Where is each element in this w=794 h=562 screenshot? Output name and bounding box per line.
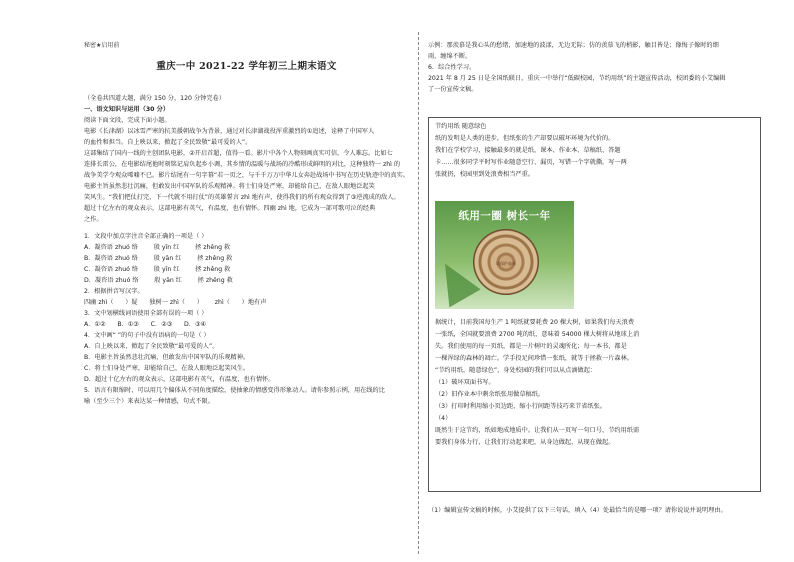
text-line: 连排长雷公，在电影结尾他时刻铭记肩负起乡小调，其乡情的温暖与战场的冷酷形成鲜明的对比，这种独特一 zhì 的 [84,161,401,168]
list-item: （1）破坏双面书写。 [435,379,495,386]
campaign-draft-box [428,117,761,492]
section-heading: 一、语文知识与运用（30 分） [84,106,170,113]
poster-slogan: 纸用一圈 树长一年 [458,210,551,222]
box-line: 卡……很多同学平时写作业随意空行、漏页，写错一个字就撕，写一两 [435,159,627,166]
option-c: C．凝咨语 zhuó 络 殷 yīn 红 拯 zhěng 救 [84,266,231,273]
text-line: 2021 年 8 月 25 日是全国纸联日，重庆一中举行“低碳校园，节约用纸”的主题宣传活动，校团委的小艾编辑 [428,75,726,82]
option-d: D．超过十亿左右的观众表示，这部电影有英气，有温度，也有情怀。 [84,376,275,383]
box-line: 一棵浑绿的森林的凋亡。学手投足间珍惜一张纸，就等于拯救一片森林。 [435,355,633,362]
question-5: 5．语言有限缩时，可以用几个偏体从不同角度描绘，使抽象的情感变得形象动人。请你参照示例，用在线的比 [84,387,385,394]
list-item: （3）打印时利用缩小页边距、缩小行间距等技巧来节省纸张。 [435,403,606,410]
text-line: （全卷共四道大题，满分 150 分，120 分钟完卷） [84,95,225,102]
text-line: 阅读下面文段，完成下面小题。 [84,117,171,124]
option-b: B．电影主旨虽然悲壮沉痛，但敢发出中国军队的乐观精神。 [84,354,250,361]
question-4: 4．文中画“ ”的句子中没有语病的一句是（ ） [84,332,210,339]
box-line: 我们在学校学习，接触最多的就是纸，课本、作业本、草稿纸、答题 [435,147,621,154]
stump-label: 请保护森林 [496,261,516,266]
question-2-blanks: 四幽 zhì（ ）疑 独树一 zhì（ ） zhì（ ）地有声 [84,299,267,306]
secret-label: 秘密★启用前 [84,42,120,49]
final-question [428,505,763,516]
option-c: C．将士们身处严寒，却能给自己，在敌人眼地泛起笑风生。 [84,365,250,372]
question-5-cont: 喻（至少三个）来表达某一种情感，句式不限。 [84,398,214,405]
page-title: 重庆一中 2021-22 学年初三上期末语文 [156,61,337,72]
box-line: 失。我们使用的每一页纸，都是一片树叶的灵魂所化；每一本书，都是 [435,343,627,350]
option-b: B．凝咨语 zhuó 络 殷 yān 红 拯 zhěng 救 [84,255,233,262]
list-item: （2）旧作业本中剩余纸张用做草稿纸。 [435,391,545,398]
question-6: 6．综合性学习。 [428,64,476,71]
right-column [428,40,763,95]
box-line: 一张纸，全国就要浪费 2700 吨的纸，意味着 54000 棵大树将从地球上消 [435,331,640,338]
box-line: 既然生于这节约，纸如地成地质中。让我们从一页写一句口号，节约用纸需 [435,427,640,434]
box-line: 要我们身体力行，让我们行动起来吧，从身边做起，从现在做起。 [435,439,615,446]
column-divider [418,32,419,554]
text-line: 这部集结了国内一线的主创团队电影，②开启首超，值得一看。影片中各个人物刻画真实可信，令人难忘。比如七 [84,150,393,157]
poster-image [435,201,574,309]
text-line: 了一份宣传文稿。 [428,86,478,93]
left-column [84,93,409,407]
question-1: 1．文段中加点字注音全部正确的一项是（ ） [84,233,208,240]
option-a: A．自上映以来，掀起了全民致敬“最可爱的人”。 [84,343,219,350]
text-line: 电影《长津湖》以冰雪严寒的抗美援朝战争为背景，通过对长津湖战役浑重激烈的①追述，诠释了中国军人 [84,128,375,135]
option-a: A．凝咨语 zhuó 络 殷 yīn 红 拯 zhěng 救 [84,244,231,251]
text-line: 超过十亿左右的观众表示，这部电影有英气，有温度，也有情怀。四幽 zhì 地，它成为一部可歌可泣的经典 [84,205,376,212]
question-3-options: A．①② B．①③ C．②③ D．③④ [84,321,207,328]
box-line: “节约用纸，随意绿色”，身处校园的我们可以从点滴做起： [435,367,597,374]
list-item: （4） [435,415,452,422]
box-line: 纸的发明是人类的进步，但纸张的生产却要以破坏环境为代价的。 [435,135,615,142]
text-line: 示例：那羡慕是我心头的愁绪，加速地的波漾，无边无际；仿的羡慕飞的梢影，触目皆是；像悔子像时的细 [428,42,719,49]
text-line: 雨，缠绵不断。 [428,53,472,60]
question-6-1: （1）编辑宣传文稿的时候，小艾提供了以下三句话，填入（4）处最恰当的是哪一项？请你说说并说明理由。 [428,507,727,514]
question-2: 2．根据拼音写汉字。 [84,288,144,295]
box-line: 据统计，目前我国每生产 1 吨纸就要耗费 20 棵大树，如果我们每天浪费 [435,319,635,326]
text-line: 笑风生。“我们把仗打完，下一代就不用打仗”的英雄誓言 zhì 地有声，使得我们的所有观众得到了③逆流成的敌人。 [84,194,400,201]
question-3: 3．文中划横线词语使用全部有误的一项（ ） [84,310,208,317]
text-line: 电影主旨虽然悲壮沉痛，但敢发出中国军队的乐观精神。将士们身处严寒，却能给自己，在敌人眼地泛起笑 [84,183,375,190]
box-line: 张就扔，校园里到处浪费相当严重。 [435,171,534,178]
text-line: 战争美学令观众唏嘘不已。影片结尾有一句字幕“若一页之，与千千万万中华儿女奔赴战场中书写在历史轨迹中的真实。 [84,172,409,179]
text-line: 的血性和担当。自上映以来，掀起了全民致敬“最可爱的人”。 [84,139,252,146]
text-line: 之作。 [84,216,103,223]
box-heading: 节约用纸 随意绿色 [435,123,487,130]
option-d: D．凝咨语 zhuó 络 殷 yān 红 拯 zhěng 救 [84,277,233,284]
